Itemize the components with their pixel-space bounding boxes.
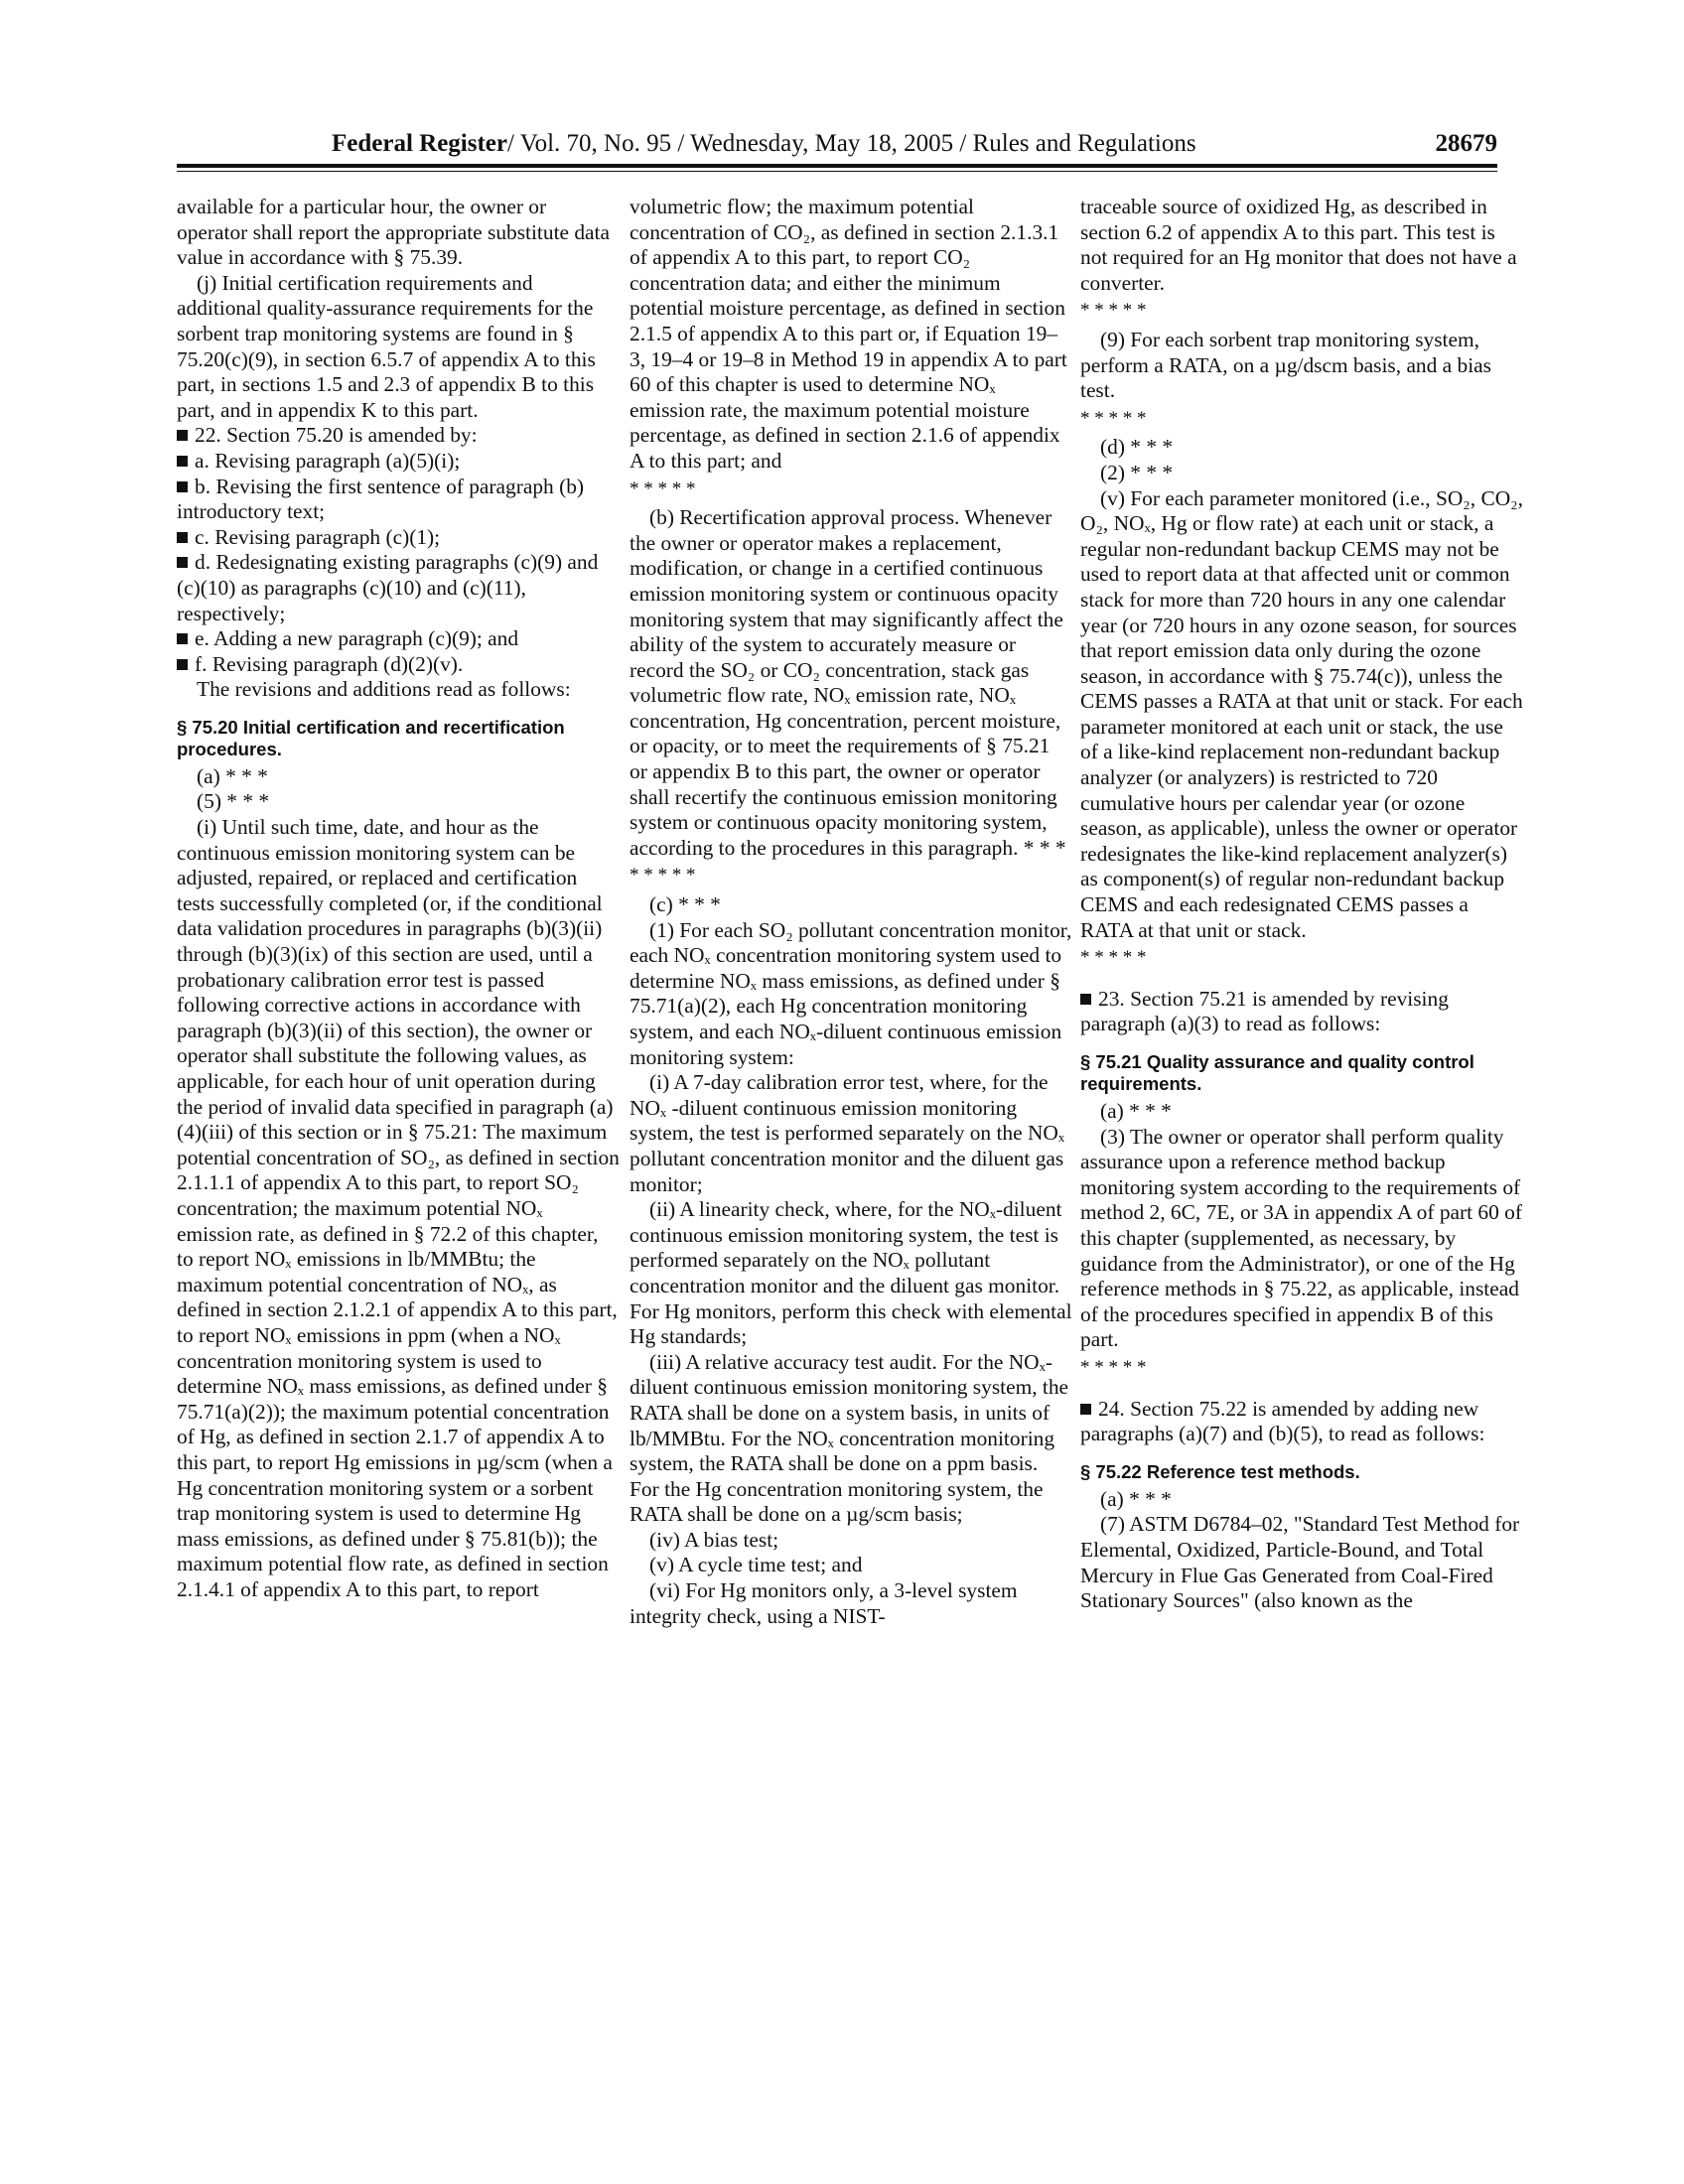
journal-name: Federal Register [332,130,508,157]
paragraph: (vi) For Hg monitors only, a 3-level system integrity check, using a NIST- [630,1578,1018,1628]
paragraph: (a) * * * [197,763,268,788]
section-heading: § 75.22 Reference test methods. [1080,1460,1360,1482]
bullet-icon [177,557,188,568]
amendment-item: f. Revising paragraph (d)(2)(v). [177,652,620,678]
section-heading: § 75.21 Quality assurance and quality control requirements. [1080,1051,1474,1094]
column-3 [1080,195,1523,1614]
column-2 [630,195,1072,1629]
ellipsis-stars: * * * * * [630,478,696,499]
paragraph: (i) Until such time, date, and hour as the continuous emission monitoring system can be adjusted, repaired, or replaced and certification tests successfully completed (or, if the conditional data validation procedures in paragraphs (b)(3)(ii) through (b)(3)(ix) of this section are used, until a probationary calibration error test is passed following corrective actions in accordance with paragraph (b)(3)(ii) of this section), the owner or operator shall substitute the following values, as applicable, for each hour of unit operation during the period of invalid data specified in paragraph (a)(4)(iii) of this section or in § 75.21: The maximum potential concentration of SO₂, as defined in section 2.1.1.1 of appendix A to this part, to report SO₂ concentration; the maximum potential NOₓ emission rate, as defined in § 72.2 of this chapter, to report NOₓ emissions in lb/MMBtu; the maximum potential concentration of NOₓ, as defined in section 2.1.2.1 of appendix A to this part, to report NOₓ emissions in ppm (when a NOₓ concentration monitoring system is used to determine NOₓ mass emissions, as defined under § 75.71(a)(2)); the maximum potential concentration of Hg, as defined in section 2.1.7 of appendix A to this part, to report Hg emissions in µg/scm (when a Hg concentration monitoring system or a sorbent trap monitoring system is used to determine Hg mass emissions, as defined under § 75.81(b)); the maximum potential flow rate, as defined in section 2.1.4.1 of appendix A to this part, to report [177,815,620,1601]
paragraph: (ii) A linearity check, where, for the NOₓ-diluent continuous emission monitoring system, the test is performed separately on the NOₓ pollutant concentration monitor and the diluent gas monitor. For Hg monitors, perform this check with elemental Hg standards; [630,1197,1072,1349]
issue-info: / Vol. 70, No. 95 / Wednesday, May 18, 2005 / Rules and Regulations [507,130,1196,157]
paragraph: The revisions and additions read as follows: [197,677,571,702]
ellipsis-stars: * * * * * [1080,1356,1147,1378]
ellipsis-stars: * * * * * [1080,947,1147,969]
paragraph: (9) For each sorbent trap monitoring system, perform a RATA, on a µg/dscm basis, and a bias test. [1080,327,1491,403]
paragraph: (5) * * * [197,789,270,814]
amendment-item: d. Redesignating existing paragraphs (c)(9) and (c)(10) as paragraphs (c)(10) and (c)(11), respectively; [177,550,599,625]
bullet-icon [177,456,188,467]
running-title [332,129,1196,159]
amendment-item: a. Revising paragraph (a)(5)(i); [177,449,620,475]
paragraph-b: (b) Recertification approval process. Whenever the owner or operator makes a replacement, modification, or change in a certified continuous emission monitoring system or continuous opacity monitoring system that may significantly affect the ability of the system to accurately measure or record the SO₂ or CO₂ concentration, stack gas volumetric flow rate, NOₓ emission rate, NOₓ concentration, Hg concentration, percent moisture, or opacity, or to meet the requirements of § 75.21 or appendix B to this part, the owner or operator shall recertify the continuous emission monitoring system or continuous opacity monitoring system, according to the procedures in this paragraph. * * * [630,505,1066,860]
bullet-icon [177,481,188,492]
paragraph: traceable source of oxidized Hg, as described in section 6.2 of appendix A to this part. This test is not required for an Hg monitor that does not have a converter. [1080,195,1517,295]
bullet-icon [177,532,188,543]
paragraph: (a) * * * [1100,1486,1172,1511]
amendment-item: c. Revising paragraph (c)(1); [177,525,620,551]
header-rule-thin [177,171,1497,172]
paragraph: (iv) A bias test; [649,1527,779,1552]
bullet-icon [177,633,188,644]
header-rule [177,164,1497,168]
paragraph-j: (j) Initial certification requirements and additional quality-assurance requirements for the sorbent trap monitoring systems are found in § 75.20(c)(9), in section 6.5.7 of appendix A to this part, in sections 1.5 and 2.3 of appendix B to this part, and in appendix K to this part. [177,270,596,422]
ellipsis-stars: * * * * * [1080,300,1147,322]
section-heading: § 75.20 Initial certification and recertification procedures. [177,716,565,759]
paragraph: (v) For each parameter monitored (i.e., SO₂, CO₂, O₂, NOₓ, Hg or flow rate) at each unit or stack, a regular non-redundant backup CEMS may not be used to report data at that affected unit or common stack for more than 720 hours in any one calendar year (or 720 hours in any ozone season, for sources that report emission data only during the ozone season, in accordance with § 75.74(c)), unless the CEMS passes a RATA at that unit or stack. For each parameter monitored at each unit or stack, the use of a like-kind replacement non-redundant backup analyzer (or analyzers) is restricted to 720 cumulative hours per calendar year (or ozone season, as applicable), unless the owner or operator redesignates the like-kind replacement analyzer(s) as component(s) of regular non-redundant backup CEMS and each redesignated CEMS passes a RATA at that unit or stack. [1080,485,1523,942]
paragraph: (a) * * * [1100,1099,1172,1123]
amendment-24: 24. Section 75.22 is amended by adding new paragraphs (a)(7) and (b)(5), to read as follows: [1080,1396,1485,1446]
amendment-22: 22. Section 75.20 is amended by: [177,423,620,449]
amendment-item: e. Adding a new paragraph (c)(9); and [177,626,620,652]
bullet-icon [1080,1404,1091,1415]
paragraph: (2) * * * [1100,460,1174,484]
page-number: 28679 [1435,130,1497,157]
paragraph: (i) A 7-day calibration error test, where, for the NOₓ -diluent continuous emission monitoring system, the test is performed separately on the NOₓ pollutant concentration monitor and the diluent gas monitor; [630,1070,1065,1196]
column-1 [177,195,620,1602]
paragraph: (c) * * * [649,892,721,917]
paragraph: available for a particular hour, the owner or operator shall report the appropriate substitute data value in accordance with § 75.39. [177,195,610,270]
amendment-item: b. Revising the first sentence of paragraph (b) introductory text; [177,474,585,524]
paragraph: (d) * * * [1100,435,1174,460]
paragraph: (7) ASTM D6784–02, "Standard Test Method for Elemental, Oxidized, Particle-Bound, and Total Mercury in Flue Gas Generated from Coal-Fired Stationary Sources" (also known as the [1080,1512,1520,1613]
paragraph: (3) The owner or operator shall perform quality assurance upon a reference method backup monitoring system according to the requirements of method 2, 6C, 7E, or 3A in appendix A of part 60 of this chapter (supplemented, as necessary, by guidance from the Administrator), or one of the Hg reference methods in § 75.22, as applicable, instead of the procedures specified in appendix B of this part. [1080,1124,1522,1352]
paragraph: volumetric flow; the maximum potential concentration of CO₂, as defined in section 2.1.3.1 of appendix A to this part, to report CO₂ concentration data; and either the minimum potential moisture percentage, as defined in section 2.1.5 of appendix A to this part or, if Equation 19–3, 19–4 or 19–8 in Method 19 in appendix A to part 60 of this chapter is used to determine NOₓ emission rate, the maximum potential moisture percentage, as defined in section 2.1.6 of appendix A to this part; and [630,195,1067,473]
bullet-icon [177,430,188,441]
amendment-23: 23. Section 75.21 is amended by revising paragraph (a)(3) to read as follows: [1080,986,1449,1036]
paragraph: (1) For each SO₂ pollutant concentration monitor, each NOₓ concentration monitoring system used to determine NOₓ mass emissions, as defined under § 75.71(a)(2), each Hg concentration monitoring system, and each NOₓ-diluent continuous emission monitoring system: [630,917,1072,1069]
paragraph: (iii) A relative accuracy test audit. For the NOₓ-diluent continuous emission monitoring system, the RATA shall be done on a system basis, in units of lb/MMBtu. For the NOₓ concentration monitoring system, the RATA shall be done on a ppm basis. For the Hg concentration monitoring system, the RATA shall be done on a µg/scm basis; [630,1349,1069,1527]
page-header [177,127,1497,167]
ellipsis-stars: * * * * * [630,865,696,887]
bullet-icon [177,659,188,670]
paragraph: (v) A cycle time test; and [649,1553,863,1577]
bullet-icon [1080,994,1091,1005]
ellipsis-stars: * * * * * [1080,407,1147,429]
